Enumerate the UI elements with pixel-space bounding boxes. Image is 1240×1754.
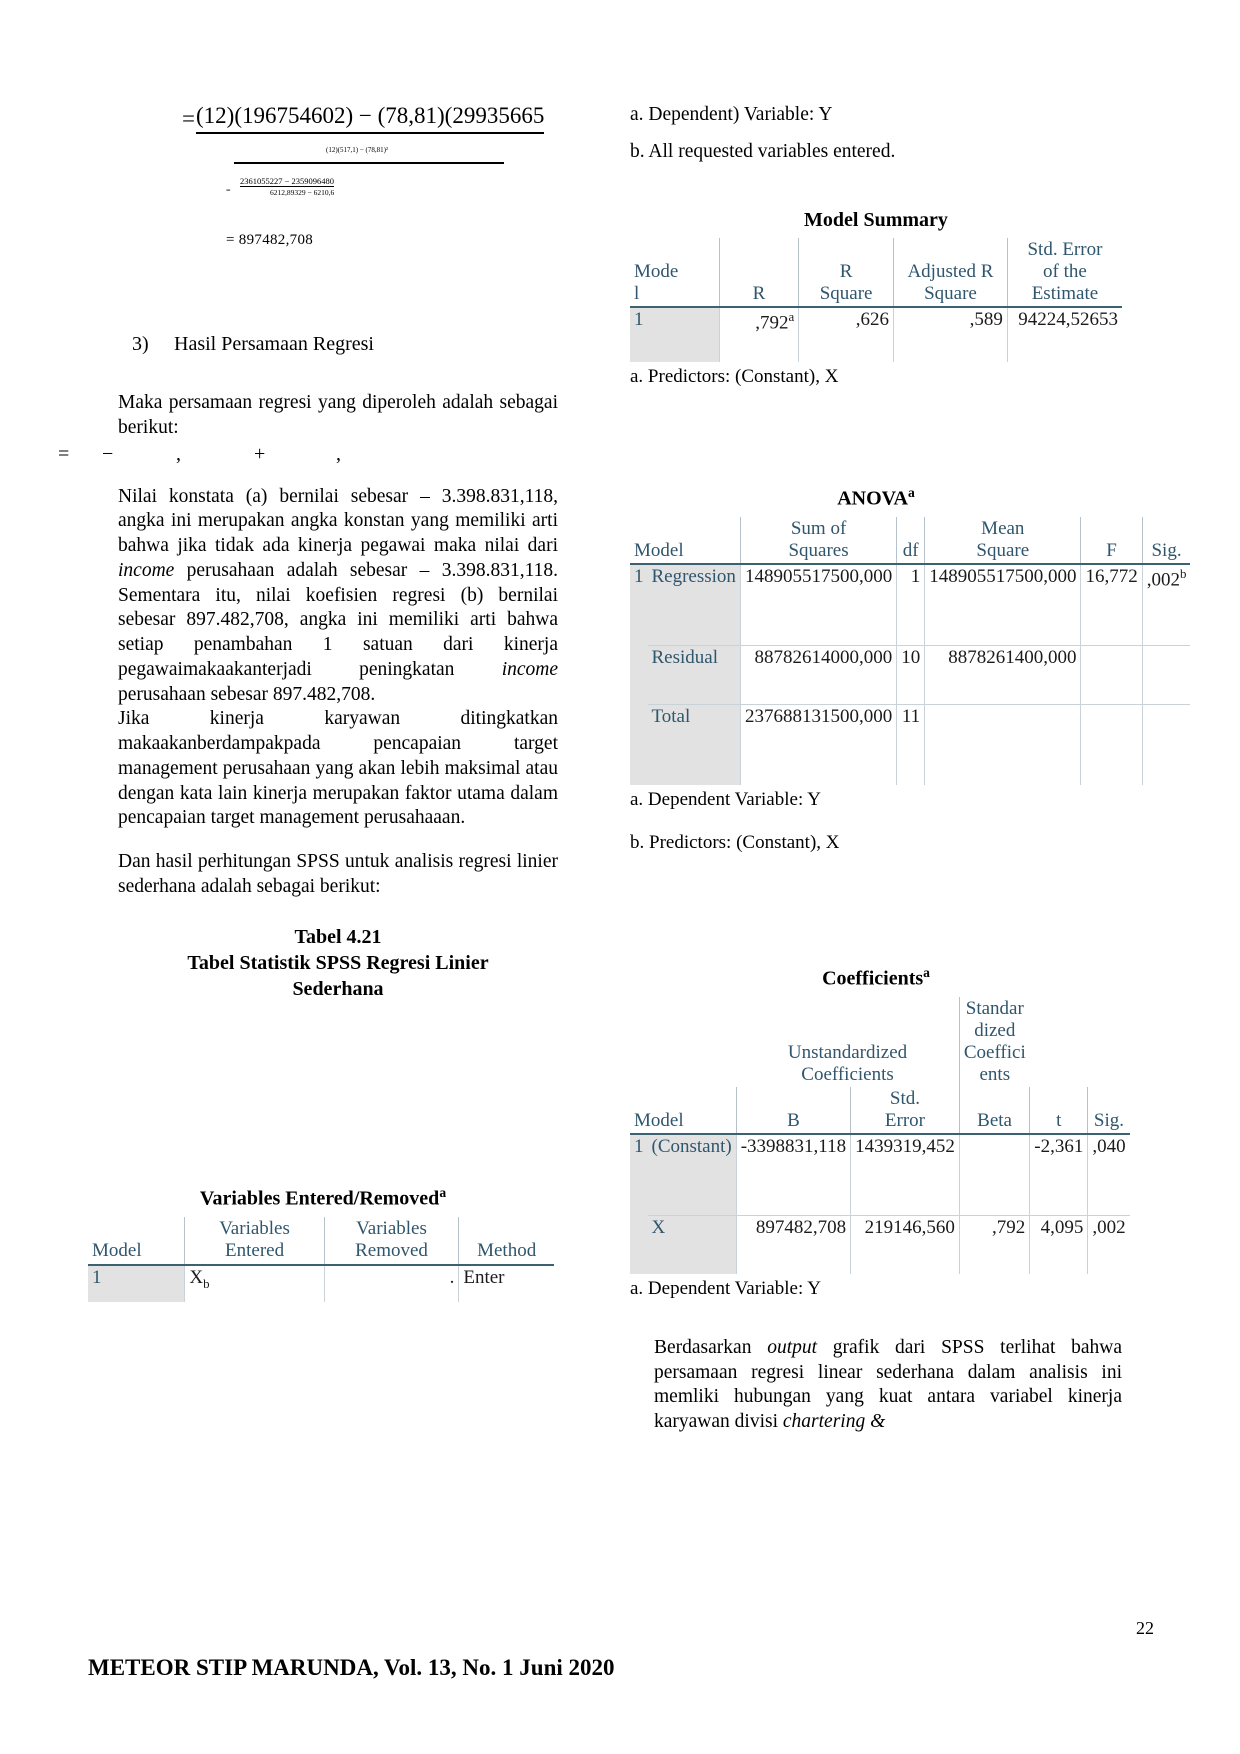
equation-token-4: , bbox=[336, 442, 343, 465]
paragraph-conclusion-part1: Berdasarkan bbox=[654, 1336, 768, 1358]
anova-section bbox=[630, 485, 1187, 855]
coefficients-title-superscript: a bbox=[923, 965, 930, 981]
regression-equation-line bbox=[58, 442, 558, 466]
coefficients-header-sig: Sig. bbox=[1088, 1087, 1130, 1134]
variables-cell-model: 1 bbox=[88, 1265, 185, 1302]
anova-note-b: b. Predictors: (Constant), X bbox=[630, 831, 840, 853]
section-heading bbox=[88, 332, 558, 357]
anova-cell-f-regression: 16,772 bbox=[1081, 564, 1142, 646]
coefficients-table bbox=[630, 997, 1130, 1274]
formula-fraction-rule bbox=[234, 162, 504, 164]
coefficients-header-beta: Beta bbox=[959, 1087, 1029, 1134]
model-summary-header-r-square: R Square bbox=[799, 238, 894, 307]
variables-header-entered: Variables Entered bbox=[185, 1217, 324, 1265]
coefficients-cell-sig-constant: ,040 bbox=[1088, 1134, 1130, 1216]
coefficients-cell-b-x: 897482,708 bbox=[736, 1216, 850, 1275]
model-summary-header-r: R bbox=[719, 238, 798, 307]
equation-token-3: + bbox=[254, 442, 268, 465]
anova-cell-f-residual bbox=[1081, 646, 1142, 705]
variables-table-title-superscript: a bbox=[439, 1185, 447, 1200]
table-row bbox=[630, 307, 1122, 362]
coefficients-header-model: Model bbox=[630, 1087, 736, 1134]
table-row bbox=[88, 1265, 554, 1302]
anova-note-a: a. Dependent Variable: Y bbox=[630, 789, 821, 810]
section-heading-text: Hasil Persamaan Regresi bbox=[174, 333, 374, 355]
equation-token-1: − bbox=[102, 442, 116, 465]
formula-small-denominator: 6212,89329 − 6210,6 bbox=[270, 188, 335, 197]
anova-cell-source-total: Total bbox=[648, 705, 741, 786]
coefficients-header-spacer-left bbox=[630, 997, 736, 1087]
coefficients-header-spacer-right-1 bbox=[1030, 997, 1088, 1087]
anova-cell-model: 1 bbox=[630, 564, 648, 785]
variables-note-a: a. Dependent) Variable: Y bbox=[630, 104, 833, 125]
paragraph-italic-chartering: chartering & bbox=[782, 1411, 886, 1433]
model-summary-cell-model: 1 bbox=[630, 307, 719, 362]
coefficients-group-header-unstandardized: Unstandardized Coefficients bbox=[787, 1042, 908, 1086]
paragraph-italic-output: output bbox=[767, 1336, 818, 1358]
model-summary-cell-r-value: ,792 bbox=[755, 311, 789, 333]
anova-header-sig: Sig. bbox=[1142, 517, 1190, 564]
coefficients-cell-sig-x: ,002 bbox=[1088, 1216, 1130, 1275]
variables-header-method: Method bbox=[459, 1217, 554, 1265]
variables-header-removed: Variables Removed bbox=[324, 1217, 459, 1265]
variables-table-title bbox=[88, 1185, 558, 1211]
anova-header-df: df bbox=[897, 517, 925, 564]
model-summary-note-a: a. Predictors: (Constant), X bbox=[630, 365, 839, 387]
anova-cell-ss-residual: 88782614000,000 bbox=[740, 646, 896, 705]
anova-cell-ss-regression: 148905517500,000 bbox=[740, 564, 896, 646]
coefficients-header-spacer-right-2 bbox=[1088, 997, 1130, 1087]
model-summary-cell-std-error: 94224,52653 bbox=[1007, 307, 1122, 362]
anova-cell-sig-total bbox=[1142, 705, 1190, 786]
anova-cell-df-total: 11 bbox=[897, 705, 925, 786]
coefficients-cell-stderr-x: 219146,560 bbox=[851, 1216, 960, 1275]
coefficients-cell-term-constant: (Constant) bbox=[648, 1134, 737, 1216]
equation-token-2: , bbox=[176, 442, 183, 465]
paragraph-intro: Maka persamaan regresi yang diperoleh adalah sebagai berikut: bbox=[118, 392, 558, 438]
coefficients-header-t: t bbox=[1030, 1087, 1088, 1134]
coefficients-group-header-standardized: Standar dized Coeffici ents bbox=[959, 997, 1029, 1087]
table-row bbox=[630, 646, 1190, 705]
model-summary-section bbox=[630, 209, 1122, 390]
paragraph-conclusion bbox=[630, 1336, 1122, 1435]
model-summary-table bbox=[630, 238, 1122, 362]
formula-small-numerator: 2361055227 − 2359096480 bbox=[240, 176, 335, 186]
anova-table bbox=[630, 517, 1190, 785]
model-summary-cell-r bbox=[719, 307, 798, 362]
model-summary-cell-r-square: ,626 bbox=[799, 307, 894, 362]
anova-title bbox=[630, 485, 1122, 511]
anova-header-model: Model bbox=[630, 517, 740, 564]
anova-title-text: ANOVA bbox=[837, 487, 908, 510]
formula-equals-sign: = bbox=[182, 106, 195, 131]
anova-header-f: F bbox=[1081, 517, 1142, 564]
anova-cell-sig-residual bbox=[1142, 646, 1190, 705]
table-row bbox=[630, 705, 1190, 786]
anova-cell-sig-superscript: b bbox=[1179, 566, 1187, 581]
variables-header-model: Model bbox=[88, 1217, 185, 1265]
anova-header-mean-square: Mean Square bbox=[925, 517, 1081, 564]
table-row bbox=[630, 564, 1190, 646]
coefficients-cell-term-x: X bbox=[648, 1216, 737, 1275]
paragraph-italic-income-2: income bbox=[501, 658, 558, 680]
variables-entered-removed-table bbox=[88, 1217, 554, 1302]
anova-cell-ms-total bbox=[925, 705, 1081, 786]
equation-token-0: = bbox=[58, 442, 72, 465]
variables-table-title-text: Variables Entered/Removed bbox=[199, 1187, 440, 1210]
anova-header-sum-of-squares: Sum of Squares bbox=[740, 517, 896, 564]
coefficients-cell-model: 1 bbox=[630, 1134, 648, 1274]
model-summary-header-std-error: Std. Error of the Estimate bbox=[1007, 238, 1122, 307]
anova-cell-source-regression: Regression bbox=[648, 564, 741, 646]
coefficients-header-std-error: Std. Error bbox=[851, 1087, 960, 1134]
coefficients-cell-b-constant: -3398831,118 bbox=[736, 1134, 850, 1216]
paragraph-spss-intro: Dan hasil perhitungan SPSS untuk analisis regresi linier sederhana adalah sebagai berikut: bbox=[118, 851, 558, 897]
coefficients-section bbox=[630, 965, 1126, 1302]
table-caption-line2: Tabel Statistik SPSS Regresi Linier bbox=[187, 951, 489, 974]
formula-result: = 897482,708 bbox=[226, 232, 314, 248]
table-row bbox=[630, 1134, 1130, 1216]
table-caption-line1: Tabel 4.21 bbox=[294, 925, 382, 948]
coefficients-cell-t-constant: -2,361 bbox=[1030, 1134, 1088, 1216]
anova-cell-ms-residual: 8878261400,000 bbox=[925, 646, 1081, 705]
table-caption-line3: Sederhana bbox=[292, 977, 384, 1000]
model-summary-header-adj-r-square: Adjusted R Square bbox=[894, 238, 1008, 307]
variables-cell-entered-subscript: b bbox=[203, 1275, 210, 1291]
paragraph-impact: Jika kinerja karyawan ditingkatkan makaakanberdampakpada pencapaian target management perusahaan yang akan lebih maksimal atau dengan kata lain kinerja merupakan faktor utama dalam pencapaian target management perusahaaan. bbox=[118, 708, 558, 829]
anova-cell-ms-regression: 148905517500,000 bbox=[925, 564, 1081, 646]
formula-small-equals: = bbox=[226, 186, 231, 195]
coefficients-cell-beta-constant bbox=[959, 1134, 1029, 1216]
formula-numerator: (12)(196754602) − (78,81)(29935665 bbox=[196, 102, 544, 134]
variables-cell-entered bbox=[185, 1265, 324, 1302]
variables-cell-entered-text: X bbox=[189, 1266, 204, 1288]
coefficients-header-b: B bbox=[736, 1087, 850, 1134]
paragraph-constant-part3: perusahaan sebesar 897.482,708. bbox=[118, 683, 376, 705]
anova-cell-df-residual: 10 bbox=[897, 646, 925, 705]
anova-cell-source-residual: Residual bbox=[648, 646, 741, 705]
table-caption bbox=[88, 924, 558, 1002]
anova-cell-f-total bbox=[1081, 705, 1142, 786]
paragraph-italic-income-1: income bbox=[118, 559, 175, 581]
paragraph-constant-part2: perusahaan adalah sebesar – 3.398.831,118. Sementara itu, nilai koefisien regresi (b) bernilai sebesar 897.482,708, angka ini memiliki arti bahwa setiap penambahan 1 satuan dari kinerja pegawaimakaakanterjadi peningkatan bbox=[118, 559, 558, 680]
model-summary-header-model: Mode l bbox=[630, 238, 719, 307]
paragraph-conclusion-part2: grafik dari SPSS terlihat bahwa persamaan regresi linear sederhana dalam analisis ini memliki hubungan yang kuat antara variabel kinerja karyawan divisi bbox=[654, 1336, 1123, 1433]
regression-formula-block bbox=[88, 96, 558, 326]
coefficients-title bbox=[630, 965, 1122, 991]
coefficients-title-text: Coefficients bbox=[822, 968, 924, 991]
formula-mid-numerator: (12)(517,1) − (78,81)² bbox=[326, 146, 389, 154]
variables-cell-removed: . bbox=[324, 1265, 459, 1302]
paragraph-constant-part1: Nilai konstata (a) bernilai sebesar – 3.398.831,118, angka ini merupakan angka konstan yang memiliki arti bahwa jika tidak ada kinerja pegawai maka nilai dari bbox=[118, 485, 558, 556]
coefficients-cell-stderr-constant: 1439319,452 bbox=[851, 1134, 960, 1216]
anova-cell-df-regression: 1 bbox=[897, 564, 925, 646]
anova-cell-ss-total: 237688131500,000 bbox=[740, 705, 896, 786]
left-column bbox=[58, 96, 558, 1002]
journal-footer: METEOR STIP MARUNDA, Vol. 13, No. 1 Juni 2020 bbox=[88, 1655, 615, 1680]
model-summary-cell-r-superscript: a bbox=[788, 308, 795, 324]
coefficients-cell-beta-x: ,792 bbox=[959, 1216, 1029, 1275]
variables-cell-method: Enter bbox=[459, 1265, 554, 1302]
anova-title-superscript: a bbox=[907, 485, 915, 501]
model-summary-cell-adj-r-square: ,589 bbox=[894, 307, 1008, 362]
page-number: 22 bbox=[1136, 1618, 1154, 1638]
coefficients-cell-t-x: 4,095 bbox=[1030, 1216, 1088, 1275]
table-row bbox=[630, 1216, 1130, 1275]
model-summary-title: Model Summary bbox=[804, 208, 948, 231]
section-heading-number: 3) bbox=[132, 333, 149, 355]
paragraph-constant-explanation bbox=[88, 485, 558, 708]
coefficients-note-a: a. Dependent Variable: Y bbox=[630, 1278, 821, 1300]
variables-note-b: b. All requested variables entered. bbox=[630, 141, 896, 163]
anova-cell-sig-value: ,002 bbox=[1146, 569, 1180, 591]
right-column bbox=[630, 100, 1187, 1454]
anova-cell-sig-regression bbox=[1142, 564, 1190, 646]
variables-entered-removed-section bbox=[88, 1185, 558, 1302]
